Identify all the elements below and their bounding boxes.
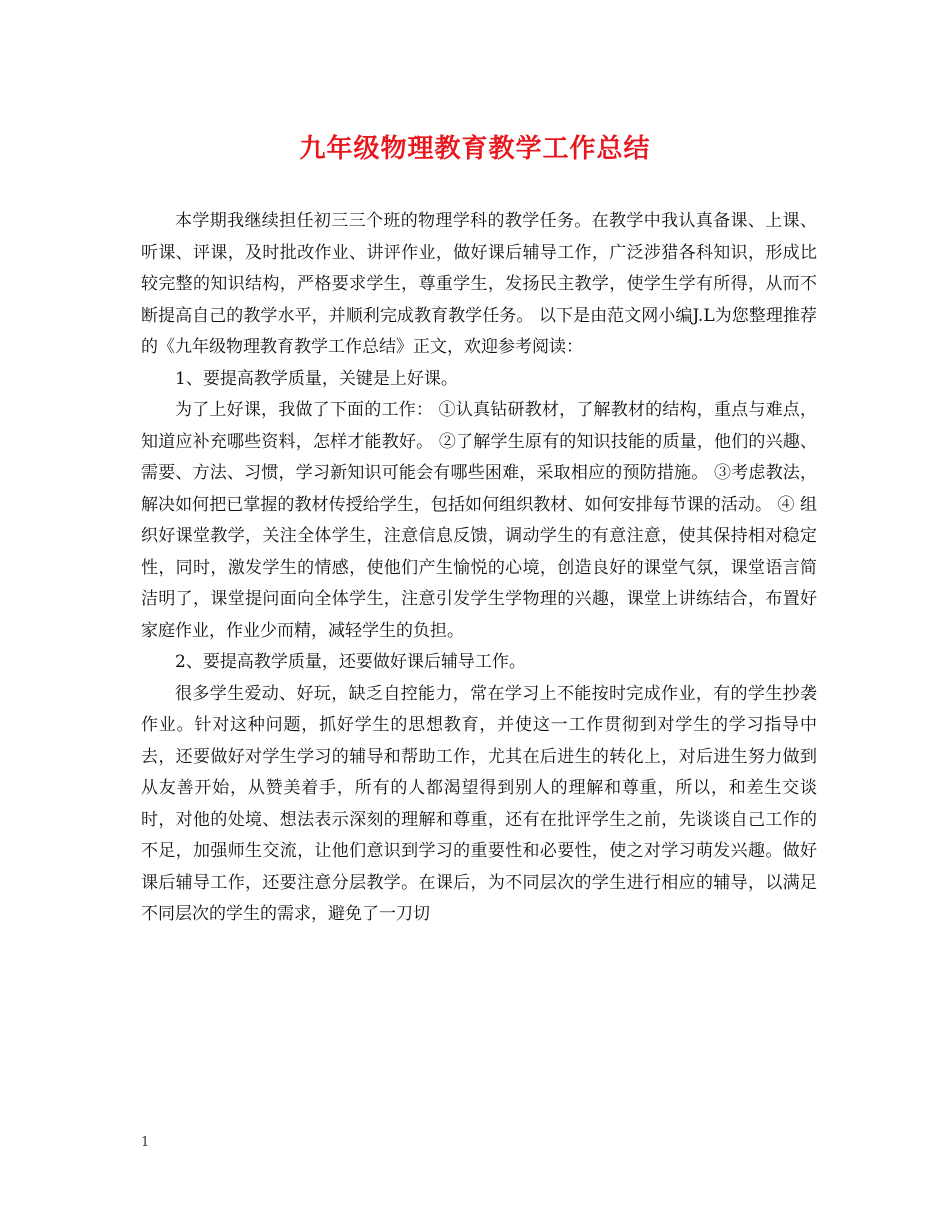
document-body	[141, 206, 817, 931]
page-number: 1	[141, 1135, 150, 1150]
paragraph-tutoring: 很多学生爱动、好玩，缺乏自控能力，常在学习上不能按时完成作业，有的学生抄袭作业。针对这种问题，抓好学生的思想教育，并使这一工作贯彻到对学生的学习指导中去，还要做好对学生学习的辅导和帮助工作，尤其在后进生的转化上，对后进生努力做到从友善开始，从赞美着手，所有的人都渴望得到别人的理解和尊重，所以，和差生交谈时，对他的处境、想法表示深刻的理解和尊重，还有在批评学生之前，先谈谈自己工作的不足，加强师生交流，让他们意识到学习的重要性和必要性，使之对学习萌发兴趣。做好课后辅导工作，还要注意分层教学。在课后，为不同层次的学生进行相应的辅导，以满足不同层次的学生的需求，避免了一刀切	[141, 683, 817, 924]
paragraph-heading-1: 1、要提高教学质量，关键是上好课。	[175, 368, 458, 389]
paragraph-intro: 本学期我继续担任初三三个班的物理学科的教学任务。在教学中我认真备课、上课、听课、评课，及时批改作业、讲评作业，做好课后辅导工作，广泛涉猎各科知识，形成比较完整的知识结构，严格要求学生，尊重学生，发扬民主教学，使学生学有所得，从而不断提高自己的教学水平，并顺利完成教育教学任务。 以下是由范文网小编J.L为您整理推荐的《九年级物理教育教学工作总结》正文，欢迎参考阅读：	[141, 211, 817, 357]
paragraph-heading-2: 2、要提高教学质量，还要做好课后辅导工作。	[175, 652, 526, 672]
document-title: 九年级物理教育教学工作总结	[299, 134, 651, 164]
paragraph-lesson-prep: 为了上好课，我做了下面的工作： ①认真钻研教材，了解教材的结构，重点与难点，知道应补充哪些资料，怎样才能教好。 ②了解学生原有的知识技能的质量，他们的兴趣、需要、方法、习惯，学习新知识可能会有哪些困难，采取相应的预防措施。 ③考虑教法，解决如何把已掌握的教材传授给学生，包括如何组织教材、如何安排每节课的活动。 ④ 组织好课堂教学，关注全体学生，注意信息反馈，调动学生的有意注意，使其保持相对稳定性，同时，激发学生的情感，使他们产生愉悦的心境，创造良好的课堂气氛，课堂语言简洁明了，课堂提问面向全体学生，注意引发学生学物理的兴趣，课堂上讲练结合，布置好家庭作业，作业少而精，减轻学生的负担。	[141, 400, 817, 641]
